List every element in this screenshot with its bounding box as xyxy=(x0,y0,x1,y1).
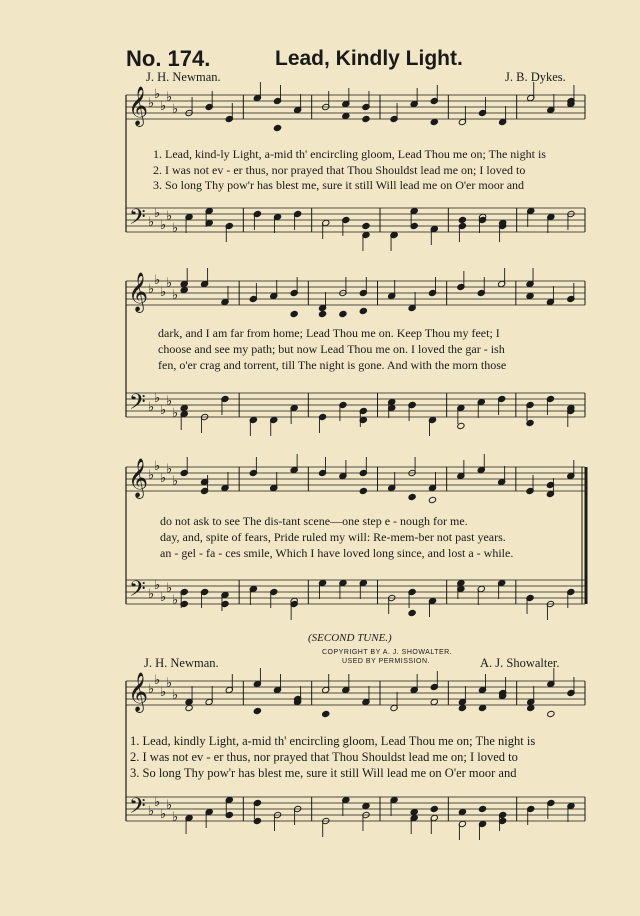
note-head xyxy=(362,115,370,122)
flat-sign: ♭ xyxy=(172,474,179,489)
note-head xyxy=(430,805,438,812)
note-head xyxy=(478,704,486,711)
flat-sign: ♭ xyxy=(148,215,155,230)
flat-sign: ♭ xyxy=(166,394,173,409)
treble-clef: 𝄞 xyxy=(128,458,149,498)
bass-clef: 𝄢 xyxy=(129,794,146,824)
note-head xyxy=(180,404,188,411)
note-head xyxy=(430,118,438,125)
flat-sign: ♭ xyxy=(148,282,155,297)
permission-notice: USED BY PERMISSION. xyxy=(342,658,430,665)
flat-sign: ♭ xyxy=(172,688,179,703)
verse-text: Lead, kindly Light, a-mid th' encircling gloom, Lead Thou me on; The night is xyxy=(142,734,536,748)
system2-verse3: fen, o'er crag and torrent, till The night is gone. And with the morn those xyxy=(158,358,507,372)
verse-number: 1. xyxy=(130,734,140,748)
flat-sign: ♭ xyxy=(172,593,179,608)
flat-sign: ♭ xyxy=(148,468,155,483)
second-verse2 xyxy=(130,750,518,765)
verse-number: 2. xyxy=(130,750,140,764)
system1-verse2 xyxy=(153,163,525,178)
flat-sign: ♭ xyxy=(154,206,161,221)
second-words-credit: J. H. Newman. xyxy=(144,656,219,670)
bass-clef: 𝄢 xyxy=(129,390,146,420)
verse-number: 3. xyxy=(130,766,140,780)
verse-number: 3. xyxy=(153,178,162,192)
note-head xyxy=(408,493,416,500)
flat-sign: ♭ xyxy=(160,807,167,822)
note-head xyxy=(359,487,367,494)
hymn-number: No. 174. xyxy=(126,46,211,71)
system1-verse3 xyxy=(153,178,524,193)
note-head xyxy=(290,310,298,317)
flat-sign: ♭ xyxy=(154,391,161,406)
flat-sign: ♭ xyxy=(172,288,179,303)
flat-sign: ♭ xyxy=(160,285,167,300)
bass-clef: 𝄢 xyxy=(129,205,146,235)
flat-sign: ♭ xyxy=(160,590,167,605)
flat-sign: ♭ xyxy=(160,471,167,486)
flat-sign: ♭ xyxy=(172,221,179,236)
flat-sign: ♭ xyxy=(160,403,167,418)
flat-sign: ♭ xyxy=(166,462,173,477)
note-head xyxy=(180,286,188,293)
note-head xyxy=(428,496,436,503)
note-head xyxy=(547,710,555,717)
second-music-credit: A. J. Showalter. xyxy=(480,656,560,670)
flat-sign: ♭ xyxy=(166,581,173,596)
verse-text: I was not ev - er thus, nor prayed that Thou Shouldst lead me on; I loved to xyxy=(165,163,526,177)
verse-number: 1. xyxy=(153,147,162,161)
system3-verse3: an - gel - fa - ces smile, Which I have loved long since, and lost a - while. xyxy=(160,546,514,560)
music-credit: J. B. Dykes. xyxy=(505,70,566,84)
second-verse1 xyxy=(130,734,535,749)
bass-clef: 𝄢 xyxy=(129,577,146,607)
flat-sign: ♭ xyxy=(172,102,179,117)
second-verse3 xyxy=(130,766,516,781)
note-head xyxy=(342,112,350,119)
note-head xyxy=(408,609,416,616)
treble-clef: 𝄞 xyxy=(128,272,149,312)
flat-sign: ♭ xyxy=(154,459,161,474)
note-head xyxy=(526,292,534,299)
flat-sign: ♭ xyxy=(148,587,155,602)
note-head xyxy=(273,124,281,131)
copyright-notice: COPYRIGHT BY A. J. SHOWALTER. xyxy=(322,649,453,656)
note-head xyxy=(253,707,261,714)
note-head xyxy=(458,704,466,711)
flat-sign: ♭ xyxy=(148,400,155,415)
flat-sign: ♭ xyxy=(166,209,173,224)
flat-sign: ♭ xyxy=(154,273,161,288)
words-credit: J. H. Newman. xyxy=(146,70,221,84)
note-head xyxy=(362,802,370,809)
flat-sign: ♭ xyxy=(166,276,173,291)
note-head xyxy=(410,808,418,815)
verse-text: So long Thy pow'r has blest me, sure it still Will lead me on O'er moor and xyxy=(142,766,517,780)
treble-clef: 𝄞 xyxy=(128,86,149,126)
note-head xyxy=(185,704,193,711)
note-head xyxy=(359,307,367,314)
note-head xyxy=(362,222,370,229)
flat-sign: ♭ xyxy=(172,810,179,825)
flat-sign: ♭ xyxy=(172,406,179,421)
system2-verse1: dark, and I am far from home; Lead Thou me on. Keep Thou my feet; I xyxy=(158,326,500,340)
note-head xyxy=(270,484,278,491)
system1-verse1 xyxy=(153,147,546,162)
verse-text: I was not ev - er thus, nor prayed that Thou Shouldst lead me on; I loved to xyxy=(142,750,518,764)
note-head xyxy=(430,698,438,705)
verse-text: Lead, kind-ly Light, a-mid th' encircling gloom, Lead Thou me on; The night is xyxy=(165,147,546,161)
flat-sign: ♭ xyxy=(148,804,155,819)
note-head xyxy=(322,710,330,717)
flat-sign: ♭ xyxy=(160,99,167,114)
flat-sign: ♭ xyxy=(160,218,167,233)
system3-verse1: do not ask to see The dis-tant scene—one step e - nough for me. xyxy=(160,514,468,528)
note-head xyxy=(408,401,416,408)
hymn-title: Lead, Kindly Light. xyxy=(275,47,463,70)
flat-sign: ♭ xyxy=(154,673,161,688)
note-head xyxy=(458,808,466,815)
treble-clef: 𝄞 xyxy=(128,672,149,712)
flat-sign: ♭ xyxy=(148,682,155,697)
note-head xyxy=(390,231,398,238)
flat-sign: ♭ xyxy=(166,90,173,105)
flat-sign: ♭ xyxy=(154,87,161,102)
second-tune-heading: (SECOND TUNE.) xyxy=(308,632,392,644)
note-head xyxy=(527,704,535,711)
note-head xyxy=(478,805,486,812)
note-head xyxy=(318,310,326,317)
flat-sign: ♭ xyxy=(166,676,173,691)
system2-verse2: choose and see my path; but now Lead Thou me on. I loved the gar - ish xyxy=(158,342,505,356)
flat-sign: ♭ xyxy=(154,795,161,810)
note-head xyxy=(458,216,466,223)
flat-sign: ♭ xyxy=(166,798,173,813)
note-head xyxy=(339,310,347,317)
verse-number: 2. xyxy=(153,163,162,177)
verse-text: So long Thy pow'r has blest me, sure it still Will lead me on O'er moor and xyxy=(165,178,525,192)
flat-sign: ♭ xyxy=(154,578,161,593)
flat-sign: ♭ xyxy=(148,96,155,111)
flat-sign: ♭ xyxy=(160,685,167,700)
system3-verse2: day, and, spite of fears, Pride ruled my will: Re-mem-ber not past years. xyxy=(160,530,506,544)
